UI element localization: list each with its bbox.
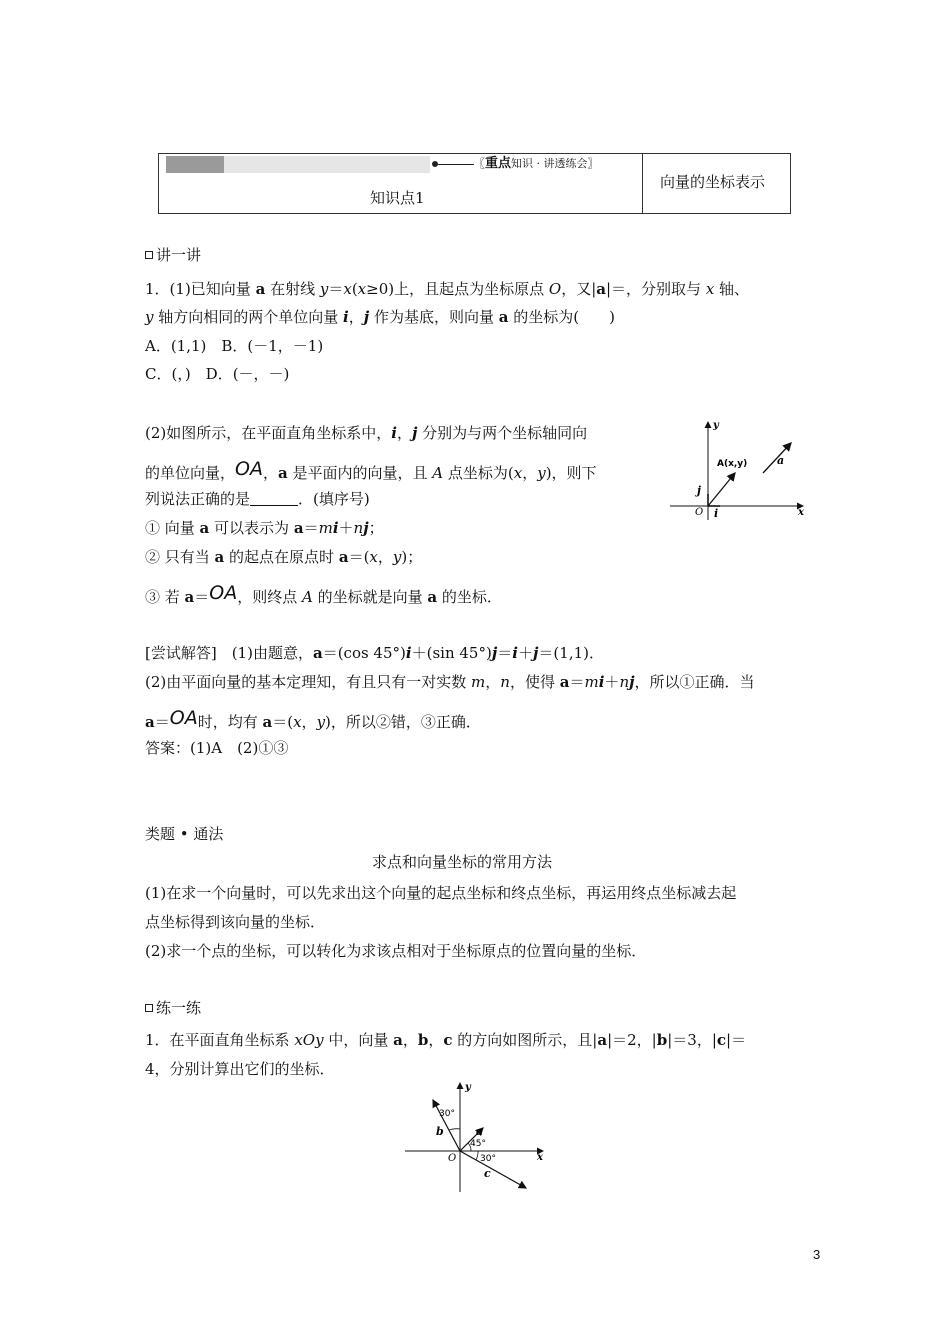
text-run: )，则下 — [545, 464, 597, 482]
square-bullet-icon — [145, 251, 153, 259]
bold-italic-vector: j — [363, 519, 369, 537]
angle-arc-b — [449, 1129, 460, 1130]
x-label: x — [537, 1152, 543, 1163]
text-run: ， — [377, 548, 393, 566]
bold-vector: a — [199, 519, 210, 537]
italic-variable: y — [392, 548, 402, 566]
header-divider — [642, 153, 643, 214]
vector-a-label: a — [777, 454, 785, 467]
text-run: ； — [368, 519, 384, 537]
text-run: ＋ — [517, 644, 533, 662]
vector-oa-notation: OA — [209, 582, 238, 604]
bold-italic-vector: i — [598, 673, 605, 691]
bold-vector: a — [338, 548, 349, 566]
angle-30-top: 30° — [439, 1109, 455, 1119]
practice-heading: 练一练 — [145, 998, 201, 1018]
bold-italic-vector: i — [391, 424, 397, 442]
answer-line: 答案：(1)A (2)①③ — [145, 739, 289, 757]
bold-italic-vector: j — [363, 308, 370, 326]
bold-vector: a — [293, 519, 304, 537]
angle-30-bottom: 30° — [480, 1154, 496, 1164]
text-run: ， — [262, 464, 278, 482]
text-run: ．(填序号) — [298, 490, 370, 508]
figure-coordinate-system-1 — [665, 418, 810, 523]
y-label: y — [713, 420, 719, 431]
text-run: 轴方向相同的两个单位向量 — [153, 308, 344, 326]
unit-i-label: i — [714, 507, 719, 520]
text-run: |＝3，| — [667, 1031, 717, 1049]
text-run: ＝ — [569, 673, 585, 691]
angle-arc-c — [476, 1151, 478, 1160]
bold-vector: a — [597, 1031, 608, 1049]
unit-j-label: j — [697, 484, 701, 497]
bold-vector: a — [262, 713, 273, 731]
italic-variable: y — [145, 308, 154, 326]
text-run: 是平面内的向量，且 — [287, 464, 433, 482]
practice-line1 — [145, 1030, 746, 1050]
q2-line2 — [145, 459, 597, 483]
text-run: 分别为与两个坐标轴同向 — [417, 424, 588, 442]
text-run: 的坐标为( ) — [508, 308, 615, 326]
method-title: 求点和向量坐标的常用方法 — [372, 853, 553, 871]
italic-variable: y — [319, 280, 329, 298]
text-run: ， — [402, 1031, 418, 1049]
angle-45: 45° — [470, 1139, 486, 1149]
text-run: ，又| — [561, 280, 597, 298]
vector-oa — [708, 473, 735, 506]
bold-vector: a — [255, 280, 266, 298]
bold-italic-vector: j — [629, 673, 635, 691]
banner-text: 〖重点知识 · 讲透练会〗 — [474, 156, 599, 171]
text-run: ③ 若 — [145, 588, 185, 606]
figure-coordinate-system-2 — [403, 1080, 553, 1195]
bold-vector: a — [277, 464, 288, 482]
solution-line1 — [145, 643, 604, 663]
text-run: 时，均有 — [197, 713, 263, 731]
vector-b-label: b — [436, 1125, 444, 1138]
bold-vector: b — [417, 1031, 429, 1049]
text-run: ， — [485, 673, 501, 691]
italic-variable: xOy — [294, 1031, 324, 1049]
text-run: 1．在平面直角坐标系 — [145, 1031, 295, 1049]
italic-variable: m — [584, 673, 599, 691]
bold-vector: c — [443, 1031, 453, 1049]
page-number: 3 — [813, 1247, 821, 1262]
bold-vector: a — [145, 713, 155, 731]
x-label: x — [798, 507, 804, 518]
text-run: ， — [301, 713, 317, 731]
method-p1-line2: 点坐标得到该向量的坐标． — [145, 913, 326, 931]
italic-variable: O — [548, 280, 562, 298]
q2-item1 — [145, 518, 384, 538]
bold-italic-vector: i — [332, 519, 339, 537]
text-run: 可以表示为 — [209, 519, 294, 537]
text-run: ＝(cos 45°) — [322, 644, 406, 662]
text-run: ＝ — [154, 713, 170, 731]
square-bullet-icon — [145, 1004, 153, 1012]
bold-vector: a — [312, 644, 323, 662]
bold-italic-vector: j — [411, 424, 418, 442]
text-run: ＋ — [604, 673, 620, 691]
text-run: ＝ — [497, 644, 513, 662]
italic-variable: n — [619, 673, 630, 691]
y-label: y — [465, 1082, 471, 1093]
italic-variable: n — [353, 519, 364, 537]
italic-variable: A — [432, 464, 444, 482]
bold-vector: a — [214, 548, 225, 566]
text-run: 的方向如图所示，且| — [452, 1031, 598, 1049]
bold-vector: a — [596, 280, 606, 298]
text-run: 中，向量 — [323, 1031, 394, 1049]
text-run: 的坐标． — [437, 588, 502, 606]
origin-label: O — [448, 1153, 457, 1164]
bold-vector: a — [184, 588, 195, 606]
vector-oa-notation: OA — [235, 458, 263, 480]
text-run: ＝( — [272, 713, 294, 731]
text-run: ，所以①正确．当 — [634, 673, 755, 691]
text-run: ， — [428, 1031, 444, 1049]
italic-variable: x — [369, 548, 378, 566]
text-run: 轴、 — [714, 280, 750, 298]
italic-variable: A — [302, 588, 313, 606]
text-run: ＝(1,1)． — [538, 644, 604, 662]
italic-variable: y — [316, 713, 326, 731]
text-run: ＋ — [338, 519, 354, 537]
vector-a-label: a — [476, 1125, 484, 1138]
lecture-heading: 讲一讲 — [145, 245, 201, 265]
bold-vector: a — [559, 673, 570, 691]
solution-line2 — [145, 672, 755, 692]
text-run: 列说法正确的是 — [145, 490, 251, 508]
text-run: ＝ — [328, 280, 344, 298]
text-run: ≥0)上，且起点为坐标原点 — [366, 280, 549, 298]
method-category: 类题 • 通法 — [145, 825, 224, 843]
text-run: [尝试解答] (1)由题意， — [145, 644, 313, 662]
q1-options-row1: A．(1,1) B．(－1，－1) — [145, 337, 324, 355]
text-run: (2)如图所示，在平面直角坐标系中， — [145, 424, 392, 442]
italic-variable: x — [357, 280, 367, 298]
q1-line1 — [145, 279, 749, 299]
q2-line1 — [145, 423, 587, 443]
vector-oa-notation: OA — [169, 707, 198, 729]
bold-vector: c — [716, 1031, 727, 1049]
text-run: ① 向量 — [145, 519, 200, 537]
bold-italic-vector: i — [512, 644, 518, 662]
text-run: 的单位向量， — [145, 464, 236, 482]
text-run: ，使得 — [509, 673, 560, 691]
banner-grey-bar — [166, 156, 224, 173]
text-run: 的起点在原点时 — [224, 548, 339, 566]
italic-variable: m — [471, 673, 486, 691]
text-run: 的坐标就是向量 — [312, 588, 428, 606]
text-run: 1．(1)已知向量 — [145, 280, 256, 298]
text-run: |＝2，| — [607, 1031, 657, 1049]
text-run: 作为基底，则向量 — [369, 308, 499, 326]
q1-line2 — [145, 307, 615, 327]
text-run: )； — [401, 548, 423, 566]
banner-light-bar — [224, 156, 430, 173]
point-a-label: A(x,y) — [717, 459, 748, 469]
q1-options-row2: C．(，) D．(－，－) — [145, 365, 290, 383]
answer-blank — [250, 491, 298, 506]
bold-vector: a — [498, 308, 509, 326]
text-run: ( — [351, 280, 358, 298]
text-run: |＝ — [726, 1031, 747, 1049]
text-run: )，所以②错，③正确． — [325, 713, 481, 731]
text-run: ＝( — [348, 548, 370, 566]
bold-italic-vector: i — [343, 308, 349, 326]
bold-vector: a — [427, 588, 438, 606]
text-run: ＝ — [303, 519, 319, 537]
text-run: ＝ — [194, 588, 210, 606]
italic-variable: x — [705, 280, 715, 298]
origin-label: O — [695, 507, 704, 518]
q2-item2 — [145, 547, 422, 567]
italic-variable: y — [537, 464, 546, 482]
bold-italic-vector: j — [491, 644, 498, 662]
solution-line3 — [145, 708, 481, 732]
bold-italic-vector: i — [405, 644, 412, 662]
text-run: ， — [396, 424, 412, 442]
italic-variable: x — [343, 280, 352, 298]
text-run: ＋(sin 45°) — [411, 644, 492, 662]
text-run: 点坐标为( — [443, 464, 514, 482]
q2-line3 — [145, 489, 370, 509]
bold-vector: b — [656, 1031, 668, 1049]
italic-variable: m — [318, 519, 333, 537]
italic-variable: x — [293, 713, 302, 731]
text-run: ，则终点 — [237, 588, 303, 606]
q2-item3 — [145, 583, 502, 607]
bold-vector: a — [393, 1031, 403, 1049]
text-run: ， — [348, 308, 364, 326]
text-run: (2)由平面向量的基本定理知，有且只有一对实数 — [145, 673, 472, 691]
text-run: ② 只有当 — [145, 548, 215, 566]
bold-italic-vector: j — [532, 644, 539, 662]
knowledge-point-label: 知识点1 — [370, 189, 425, 207]
method-p1-line1: (1)在求一个向量时，可以先求出这个向量的起点坐标和终点坐标，再运用终点坐标减去起 — [145, 884, 737, 902]
section-title: 向量的坐标表示 — [660, 173, 766, 191]
banner-line — [438, 164, 474, 165]
text-run: |＝，分别取与 — [605, 280, 706, 298]
method-p2: (2)求一个点的坐标，可以转化为求该点相对于坐标原点的位置向量的坐标． — [145, 942, 647, 960]
vector-c-label: c — [484, 1167, 491, 1180]
italic-variable: n — [500, 673, 510, 691]
text-run: ， — [522, 464, 538, 482]
practice-line2: 4，分别计算出它们的坐标． — [145, 1060, 335, 1078]
text-run: 在射线 — [265, 280, 320, 298]
italic-variable: x — [513, 464, 523, 482]
